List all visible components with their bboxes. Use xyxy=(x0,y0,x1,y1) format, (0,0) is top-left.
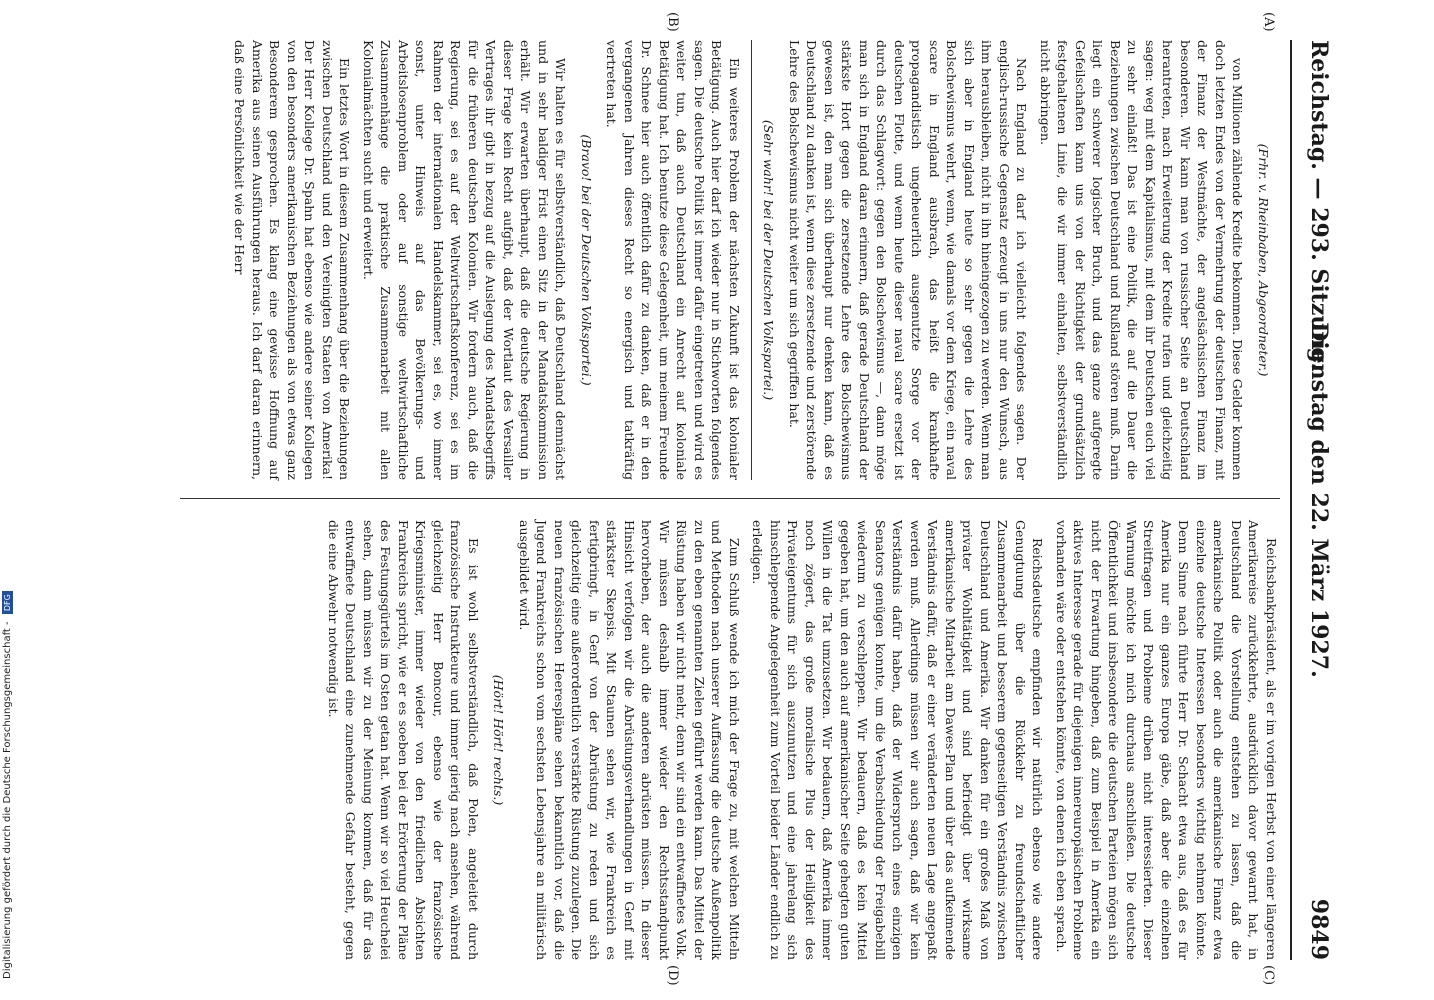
digitization-credit: Digitalisierung gefördert durch die Deutsche Forschungsgemeinschaft - xyxy=(2,621,13,979)
paragraph: Reichsdeutsche empfinden wir natürlich ebenso wie andere Genugtuung über die Rückkehr zu freundschaftlicher Zusammenarbeit und besserem gegenseitigen Verständnis zwischen Deutschland und Amerika. Wir danken für ein großes Maß von privater Wohltätigkeit und sind befriedigt über wirksame amerikanische Mitarbeit am Dawes-Plan und über das aufkeimende Verständnis dafür, daß er einer veränderten neuen Lage angepaßt werden muß. Allerdings müssen wir auch sagen, daß wir kein Verständnis dafür haben, daß der Widerspruch eines einzigen Senators genügen konnte, um die Verabschiedung der Freigabebill wiederum zu verschleppen. Wir bedauern, daß es kein Mittel gegeben hat, um den auch auf amerikanischer Seite gehegten guten Willen in die Tat umzusetzen. Wir bedauern, daß Amerika immer noch zögert, das große moralische Plus der Heiligkeit des Privateigentums für sich auszunutzen und eine jahrelang sich hinschleppende Angelegenheit zum Vorteil beider Länder endlich zu erledigen. xyxy=(750,520,1046,960)
paragraph: Ein letztes Wort in diesem Zusammenhang über die Beziehungen zwischen Deutschland und den Vereinigten Staaten von Amerika! Der Herr Kollege Dr. Spahn hat ebenso wie andere seiner Kollegen von den besonders amerikanischen Beziehungen als von etwas ganz Besonderem gesprochen. Es klang eine gewisse Hoffnung auf Amerika aus seinen Ausführungen heraus. Ich darf daran erinnern, daß eine Persönlichkeit wie der Herr xyxy=(232,40,353,480)
paragraph: Zum Schluß wende ich mich der Frage zu, mit welchen Mitteln und Methoden nach unserer Auffassung die deutsche Außenpolitik zu den eben genannten Zielen geführt werden kann. Das Mittel der Rüstung haben wir nicht mehr, denn wir sind ein entwaffnetes Volk. Wir müssen deshalb immer wieder den Rechtsstandpunkt hervorheben, der auch die anderen abrüsten müssen. In dieser Hinsicht verfolgen wir die Abrüstungsverhandlungen in Genf mit stärkster Skepsis. Mit Staunen sehen wir, wie Frankreich es fertigbringt, in Genf von der Abrüstung zu reden und sich gleichzeitig eine außerordentlich verstärkte Rüstung zuzulegen. Die neuen französischen Heerespläne sehen bekanntlich vor, daß die Jugend Frankreichs schon vom sechsten Lebensjahre an militärisch ausgebildet wird. xyxy=(517,520,742,960)
header-left: Reichstag. — 293. Sitzung. xyxy=(1306,40,1332,371)
interjection: (Sehr wahr! bei der Deutschen Volkspartei.) xyxy=(761,119,777,401)
interjection: (Bravo! bei der Deutschen Volkspartei.) xyxy=(579,134,594,386)
paragraph: Reichsbankpräsident, als er im vorigen Herbst von einer längeren Amerikareise zurückkehrte, ausdrücklich davor gewarnt hat, in Deutschland die Vorstellung entstehen zu lassen, daß die amerikanische Politik oder auch die amerikanische Finanz etwa einzelne deutsche Interessen besonders wichtig nehmen könnte. Denn Sinne nach führte Herr Dr. Schacht etwa aus, daß es für Amerika nur ein ganzes Europa gäbe, daß aber die einzelnen Streitfragen und Probleme drüben nicht interessierten. Dieser Warnung möchte ich mich durchaus anschließen. Die deutsche Öffentlichkeit und insbesondere die deutschen Parteien mögen sich nicht der Erwartung hingeben, daß zum Beispiel in Amerika ein aktives Interesse gerade für diejenigen innereuropäischen Probleme vorhanden wäre oder entstehen könnte, von denen ich eben sprach. xyxy=(1054,520,1279,960)
left-column xyxy=(225,40,1280,480)
margin-mark-b: (B) xyxy=(665,12,680,32)
page-number: 9849 xyxy=(1306,898,1332,960)
paragraph: Ein weiteres Problem der nächsten Zukunft ist das kolonialer Betätigung. Auch hier darf ich wieder nur in Stichworten folgendes sagen. Die deutsche Politik ist immer dafür eingetreten und wird es weiter tun, daß auch Deutschland ein Anrecht auf koloniale Betätigung hat. Ich benutze diese Gelegenheit, um meinem Freunde Dr. Schnee hier auch öffentlich dafür zu danken, daß er in den vergangenen Jahren dieses Recht so energisch und tatkräftig vertreten hat. xyxy=(604,40,742,480)
header-date: Dienstag den 22. März 1927. xyxy=(1306,322,1332,678)
digitization-note xyxy=(0,0,16,1000)
paragraph: Nach England zu darf ich vielleicht folgendes sagen. Der englisch-russische Gegensatz erzeugt in uns nur den Wunsch, aus ihm herausbleiben, nicht in ihn hineingezogen zu werden. Wenn man sich aber in England heute so sehr gegen die Lehre des Bolschewismus wehrt, wenn, wie damals vor dem Kriege, ein naval scare in England ausbrach, das heißt die krankhafte propagandistisch ungeheuerlich ausgenutzte Sorge vor der deutschen Flotte, und wenn heute dieser naval scare ersetzt ist durch das Schlagwort: gegen den Bolschewismus —, dann möge man sich in England daran erinnern, daß gerade Deutschland der stärkste Hort gegen die zersetzende Lehre des Bolschewismus gewesen ist, den man sich überhaupt nur denken kann, daß es Deutschland zu danken ist, wenn diese zersetzende und zerstörende Lehre des Bolschewismus nicht weiter um sich gegriffen hat. xyxy=(787,40,1030,480)
paragraph: von Millionen zählende Kredite bekommen. Diese Gelder kommen doch letzten Endes von der Vermehrung der deutschen Finanz, mit der Finanz der Westmächte, der angelsächsischen Finanz im besonderen. Wir kann man von russischer Seite an Deutschland herantreten, nach Erweiterung der Kredite rufen und gleichzeitig sagen: weg mit dem Kapitalismus, mit dem ihr Deutschen euch viel zu sehr einlaßt! Das ist eine Politik, die auf die Dauer die Beziehungen zwischen Deutschland und Rußland stören muß. Darin liegt ein schwerer logischer Bruch, und das ganze aufgeregte Gefeilschaften kann uns von der Richtigkeit der grundsätzlich festgehaltenen Linie, die wir immer einhalten, selbstverständlich nicht abbringen. xyxy=(1038,40,1246,480)
divider xyxy=(751,40,752,480)
speaker-line: (Frhr. v. Rheinbaben, Abgeordneter.) xyxy=(1256,143,1271,377)
paragraph: Es ist wohl selbstverständlich, daß Polen, angeleitet durch französische Instrukteure und immer gierig nach ansehen, während gleichzeitig Herr Boncour, ebenso wie der französische Kriegsminister, immer wieder von den friedlichen Absichten Frankreichs spricht, wie er es soeben bei der Erörterung der Pläne des Festungsgürtels im Osten getan hat. Wenn wir so viel Heuchelei sehen, dann müssen wir zu der Meinung kommen, daß für das entwaffnete Deutschland eine zunehmende Gefahr besteht, gegen die eine Abwehr notwendig ist. xyxy=(326,520,481,960)
interjection: (Hört! Hört! rechts.) xyxy=(491,674,507,806)
digitization-text xyxy=(2,591,13,979)
paragraph: Wir halten es für selbstverständlich, daß Deutschland demnächst und in sehr baldiger Frist einen Sitz in der Mandatskommission erhält. Wir erwarten überhaupt, daß die deutsche Regierung in dieser Frage kein Recht aufgibt, daß der Wortlaut des Versailler Vertrages ihr gibt in bezug auf die Auslegung des Mandatsbegriffs für die früheren deutschen Kolonien. Wir fordern auch, daß die Regierung, sei es auf der Weltwirtschaftskonferenz, sei es im Rahmen der internationalen Handelskammer, sei es, wo immer sonst, unter Hinweis auf das Bevölkerungs- und Arbeitslosenproblem oder auf sonstige weltwirtschaftliche Zusammenhänge die praktische Zusammenarbeit mit allen Kolonialmächten sucht und erweitert. xyxy=(361,40,569,480)
margin-mark-a: (A) xyxy=(1261,12,1276,32)
page-header xyxy=(1290,40,1332,960)
right-column xyxy=(319,520,1281,960)
margin-mark-d: (D) xyxy=(665,965,680,986)
margin-mark-c: (C) xyxy=(1261,965,1276,986)
dfg-logo: DFG xyxy=(2,591,13,614)
column-divider xyxy=(180,498,1280,499)
